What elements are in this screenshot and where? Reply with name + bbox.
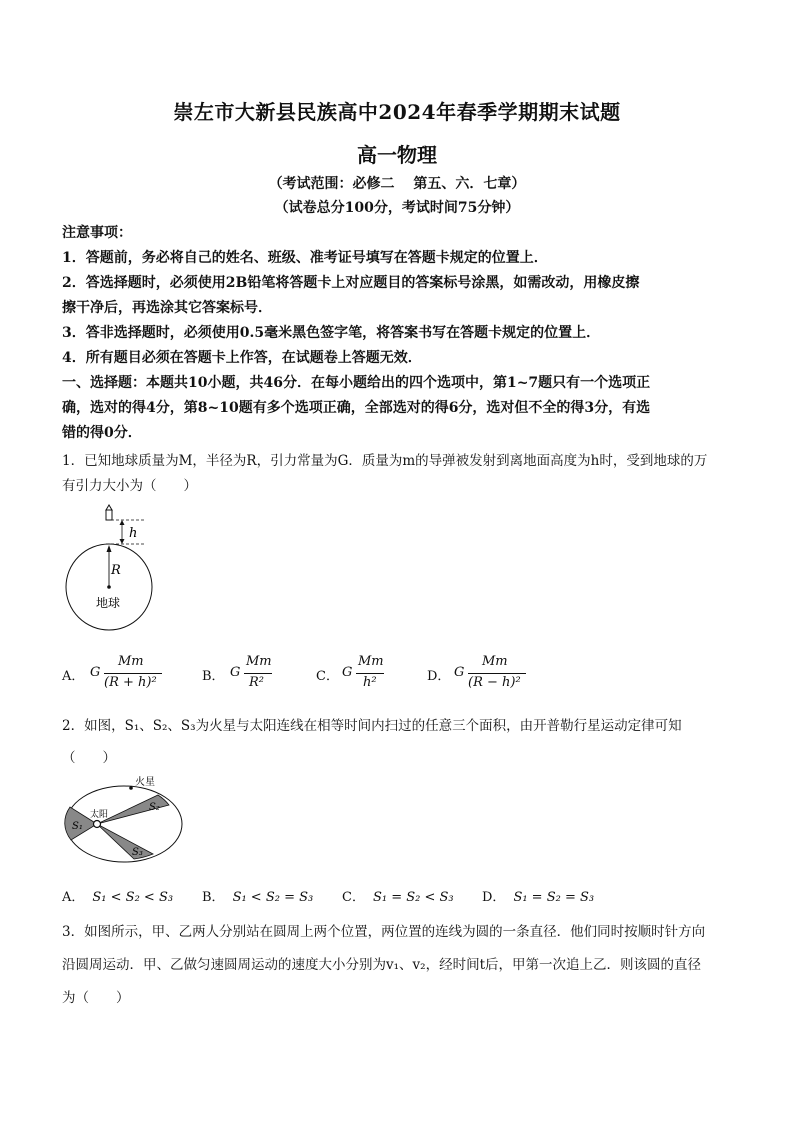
exam-scope: （考试范围：必修二 第五、六．七章） xyxy=(268,176,526,192)
note-item: 1．答题前，务必将自己的姓名、班级、准考证号填写在答题卡规定的位置上． xyxy=(62,250,548,266)
earth-missile-figure xyxy=(60,500,170,635)
exam-subject: 高一物理 xyxy=(357,143,437,167)
exam-info: （试卷总分100分，考试时间75分钟） xyxy=(274,200,520,216)
question-1-text: 1．已知地球质量为M，半径为R，引力常量为G．质量为m的导弹被发射到离地面高度为h时，受到地球的万 xyxy=(62,453,708,469)
s3-label: S₃ xyxy=(132,847,143,858)
notes-heading: 注意事项： xyxy=(62,225,132,241)
earth-label: 地球 xyxy=(96,596,121,610)
note-item: 4．所有题目必须在答题卡上作答，在试题卷上答题无效． xyxy=(62,350,422,366)
section-heading: 一、选择题：本题共10小题，共46分．在每小题给出的四个选项中，第1~7题只有一个选项正 xyxy=(62,375,651,391)
option-b[interactable]: B． S₁ < S₂ = S₃ xyxy=(202,890,314,905)
r-label: R xyxy=(111,563,121,578)
s2-label: S₂ xyxy=(149,802,160,813)
mars-orbit-figure xyxy=(60,770,190,870)
note-item: 3．答非选择题时，必须使用0.5毫米黑色签字笔，将答案书写在答题卡规定的位置上． xyxy=(62,325,601,341)
question-3-text: 沿圆周运动．甲、乙做匀速圆周运动的速度大小分别为v₁、v₂，经时间t后，甲第一次追上乙．则该圆的直径 xyxy=(62,957,702,973)
question-1-text: 有引力大小为（ ） xyxy=(62,478,197,494)
option-c[interactable]: C． S₁ = S₂ < S₃ xyxy=(342,890,454,905)
note-item: 2．答选择题时，必须使用2B铅笔将答题卡上对应题目的答案标号涂黑，如需改动，用橡皮擦 xyxy=(62,275,640,291)
s1-label: S₁ xyxy=(72,821,83,832)
note-item: 擦干净后，再选涂其它答案标号． xyxy=(62,300,272,316)
option-d[interactable]: D． S₁ = S₂ = S₃ xyxy=(482,890,595,905)
sun-label: 太阳 xyxy=(90,810,109,820)
section-heading: 错的得0分． xyxy=(62,425,142,441)
option-a[interactable]: A． S₁ < S₂ < S₃ xyxy=(62,890,174,905)
question-3-text: 为（ ） xyxy=(62,990,130,1006)
question-2-text: （ ） xyxy=(62,750,116,766)
section-heading: 确，选对的得4分，第8~10题有多个选项正确，全部选对的得6分，选对但不全的得3分，有选 xyxy=(62,400,651,416)
question-3-text: 3．如图所示，甲、乙两人分别站在圆周上两个位置，两位置的连线为圆的一条直径．他们同时按顺时针方向 xyxy=(62,924,706,940)
exam-title: 崇左市大新县民族高中2024年春季学期期末试题 xyxy=(173,100,621,124)
mars-label: 火星 xyxy=(135,777,155,788)
question-2-text: 2．如图，S₁、S₂、S₃为火星与太阳连线在相等时间内扫过的任意三个面积，由开普勒行星运动定律可知 xyxy=(62,718,682,734)
h-label: h xyxy=(129,526,138,541)
